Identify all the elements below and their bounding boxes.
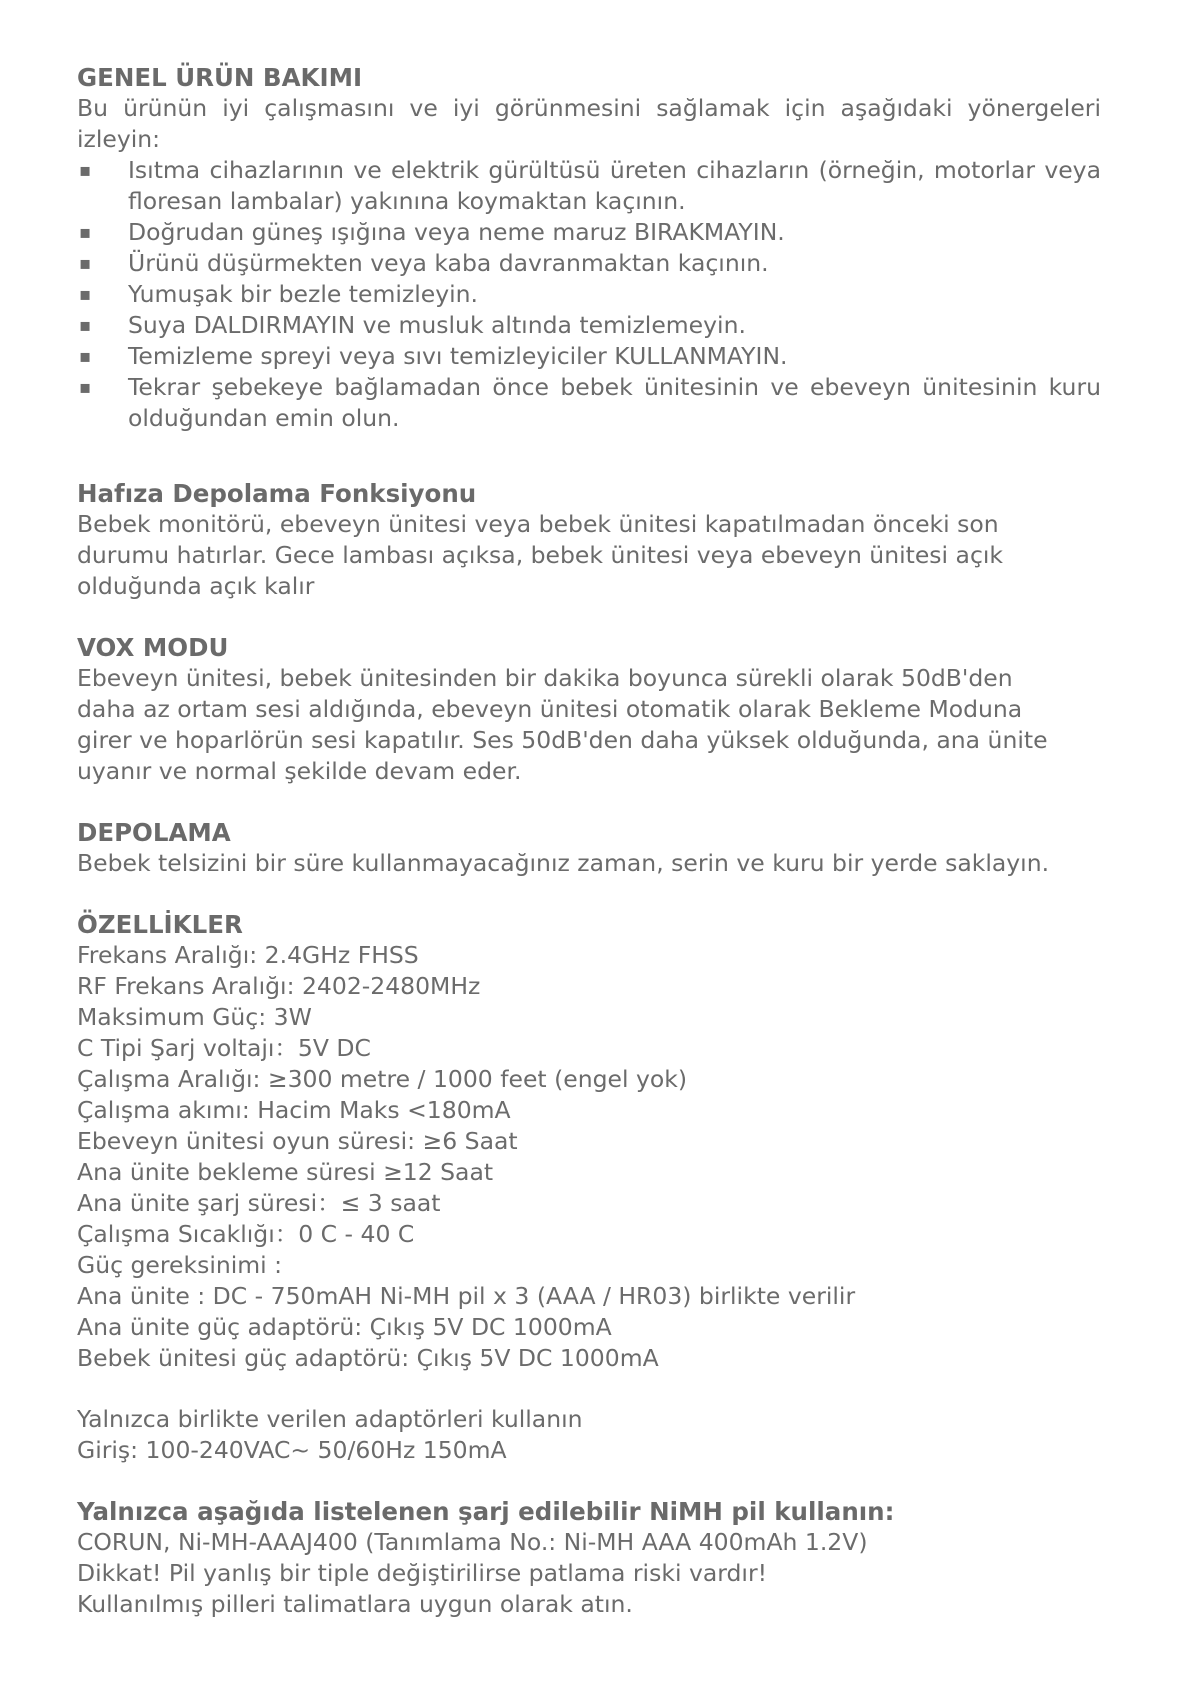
list-item-text: Doğrudan güneş ışığına veya neme maruz BIRAKMAYIN.: [128, 218, 785, 246]
memory-line: Bebek monitörü, ebeveyn ünitesi veya bebek ünitesi kapatılmadan önceki son: [77, 510, 999, 538]
memory-title: Hafıza Depolama Fonksiyonu: [77, 479, 477, 508]
spec-line: Çalışma Sıcaklığı：0 C - 40 C: [77, 1220, 415, 1248]
adapter-line: Giriş: 100-240VAC~ 50/60Hz 150mA: [77, 1436, 507, 1464]
bullet-icon: ▪: [79, 284, 92, 305]
spec-line: Maksimum Güç: 3W: [77, 1003, 312, 1031]
storage-text: Bebek telsizini bir süre kullanmayacağınız zaman, serin ve kuru bir yerde saklayın.: [77, 849, 1050, 877]
list-item-text: Ürünü düşürmekten veya kaba davranmaktan kaçının.: [128, 249, 769, 277]
spec-line: Çalışma akımı: Hacim Maks <180mA: [77, 1096, 511, 1124]
spec-line: Ana ünite şarj süresi：≤ 3 saat: [77, 1189, 441, 1217]
spacer: [77, 879, 1101, 909]
battery-line: Kullanılmış pilleri talimatlara uygun olarak atın.: [77, 1590, 633, 1618]
spacer: [77, 602, 1101, 632]
memory-line: olduğunda açık kalır: [77, 572, 315, 600]
adapter-line: Yalnızca birlikte verilen adaptörleri kullanın: [77, 1405, 583, 1433]
vox-line: daha az ortam sesi aldığında, ebeveyn ünitesi otomatik olarak Bekleme Moduna: [77, 695, 1023, 723]
vox-section: [77, 632, 1101, 787]
spec-line: Ana ünite güç adaptörü: Çıkış 5V DC 1000mA: [77, 1313, 612, 1341]
specs-section: [77, 909, 1101, 1374]
battery-line: Dikkat! Pil yanlış bir tiple değiştirilirse patlama riski vardır!: [77, 1559, 768, 1587]
bullet-icon: ▪: [79, 315, 92, 336]
spec-line: Ana ünite : DC - 750mAH Ni-MH pil x 3 (AAA / HR03) birlikte verilir: [77, 1282, 856, 1310]
list-item-text: Yumuşak bir bezle temizleyin.: [128, 280, 479, 308]
care-list: [77, 155, 1101, 434]
bullet-icon: ▪: [79, 346, 92, 367]
manual-page: [77, 62, 1101, 1620]
list-item: [77, 310, 1101, 341]
spacer: [77, 1374, 1101, 1404]
spacer: [77, 787, 1101, 817]
battery-line: CORUN, Ni-MH-AAAJ400 (Tanımlama No.: Ni-MH AAA 400mAh 1.2V): [77, 1528, 868, 1556]
list-item: [77, 217, 1101, 248]
list-item-text: Suya DALDIRMAYIN ve musluk altında temizlemeyin.: [128, 311, 746, 339]
memory-section: [77, 478, 1101, 602]
bullet-icon: ▪: [79, 160, 92, 181]
care-title: GENEL ÜRÜN BAKIMI: [77, 63, 363, 92]
spec-line: Ana ünite bekleme süresi ≥12 Saat: [77, 1158, 494, 1186]
spec-line: Çalışma Aralığı: ≥300 metre / 1000 feet (engel yok): [77, 1065, 688, 1093]
vox-line: girer ve hoparlörün sesi kapatılır. Ses 50dB'den daha yüksek olduğunda, ana ünite: [77, 726, 1048, 754]
list-item-text: Tekrar şebekeye bağlamadan önce bebek ünitesinin ve ebeveyn ünitesinin kuru olduğundan emin olun.: [128, 373, 1101, 432]
spacer: [77, 434, 1101, 478]
spec-line: RF Frekans Aralığı: 2402-2480MHz: [77, 972, 481, 1000]
list-item: [77, 341, 1101, 372]
memory-line: durumu hatırlar. Gece lambası açıksa, bebek ünitesi veya ebeveyn ünitesi açık: [77, 541, 1004, 569]
battery-section: [77, 1496, 1101, 1620]
spacer: [77, 1466, 1101, 1496]
bullet-icon: ▪: [79, 377, 92, 398]
list-item-text: Isıtma cihazlarının ve elektrik gürültüsü üreten cihazların (örneğin, motorlar veya floresan lambalar) yakınına koymaktan kaçının.: [128, 156, 1101, 215]
vox-line: Ebeveyn ünitesi, bebek ünitesinden bir dakika boyunca sürekli olarak 50dB'den: [77, 664, 1013, 692]
adapters-section: [77, 1404, 1101, 1466]
vox-line: uyanır ve normal şekilde devam eder.: [77, 757, 522, 785]
storage-title: DEPOLAMA: [77, 818, 231, 847]
list-item: [77, 155, 1101, 217]
care-section: [77, 62, 1101, 434]
battery-title: Yalnızca aşağıda listelenen şarj edilebilir NiMH pil kullanın:: [77, 1497, 895, 1526]
list-item: [77, 279, 1101, 310]
specs-title: ÖZELLİKLER: [77, 910, 243, 939]
spec-line: Bebek ünitesi güç adaptörü: Çıkış 5V DC 1000mA: [77, 1344, 659, 1372]
list-item: [77, 372, 1101, 434]
list-item: [77, 248, 1101, 279]
spec-line: Güç gereksinimi :: [77, 1251, 283, 1279]
bullet-icon: ▪: [79, 253, 92, 274]
storage-section: [77, 817, 1101, 879]
bullet-icon: ▪: [79, 222, 92, 243]
vox-title: VOX MODU: [77, 633, 229, 662]
spec-line: C Tipi Şarj voltajı：5V DC: [77, 1034, 371, 1062]
list-item-text: Temizleme spreyi veya sıvı temizleyiciler KULLANMAYIN.: [128, 342, 788, 370]
care-intro: Bu ürünün iyi çalışmasını ve iyi görünmesini sağlamak için aşağıdaki yönergeleri izleyin:: [77, 94, 1101, 153]
spec-line: Frekans Aralığı: 2.4GHz FHSS: [77, 941, 419, 969]
spec-line: Ebeveyn ünitesi oyun süresi: ≥6 Saat: [77, 1127, 518, 1155]
